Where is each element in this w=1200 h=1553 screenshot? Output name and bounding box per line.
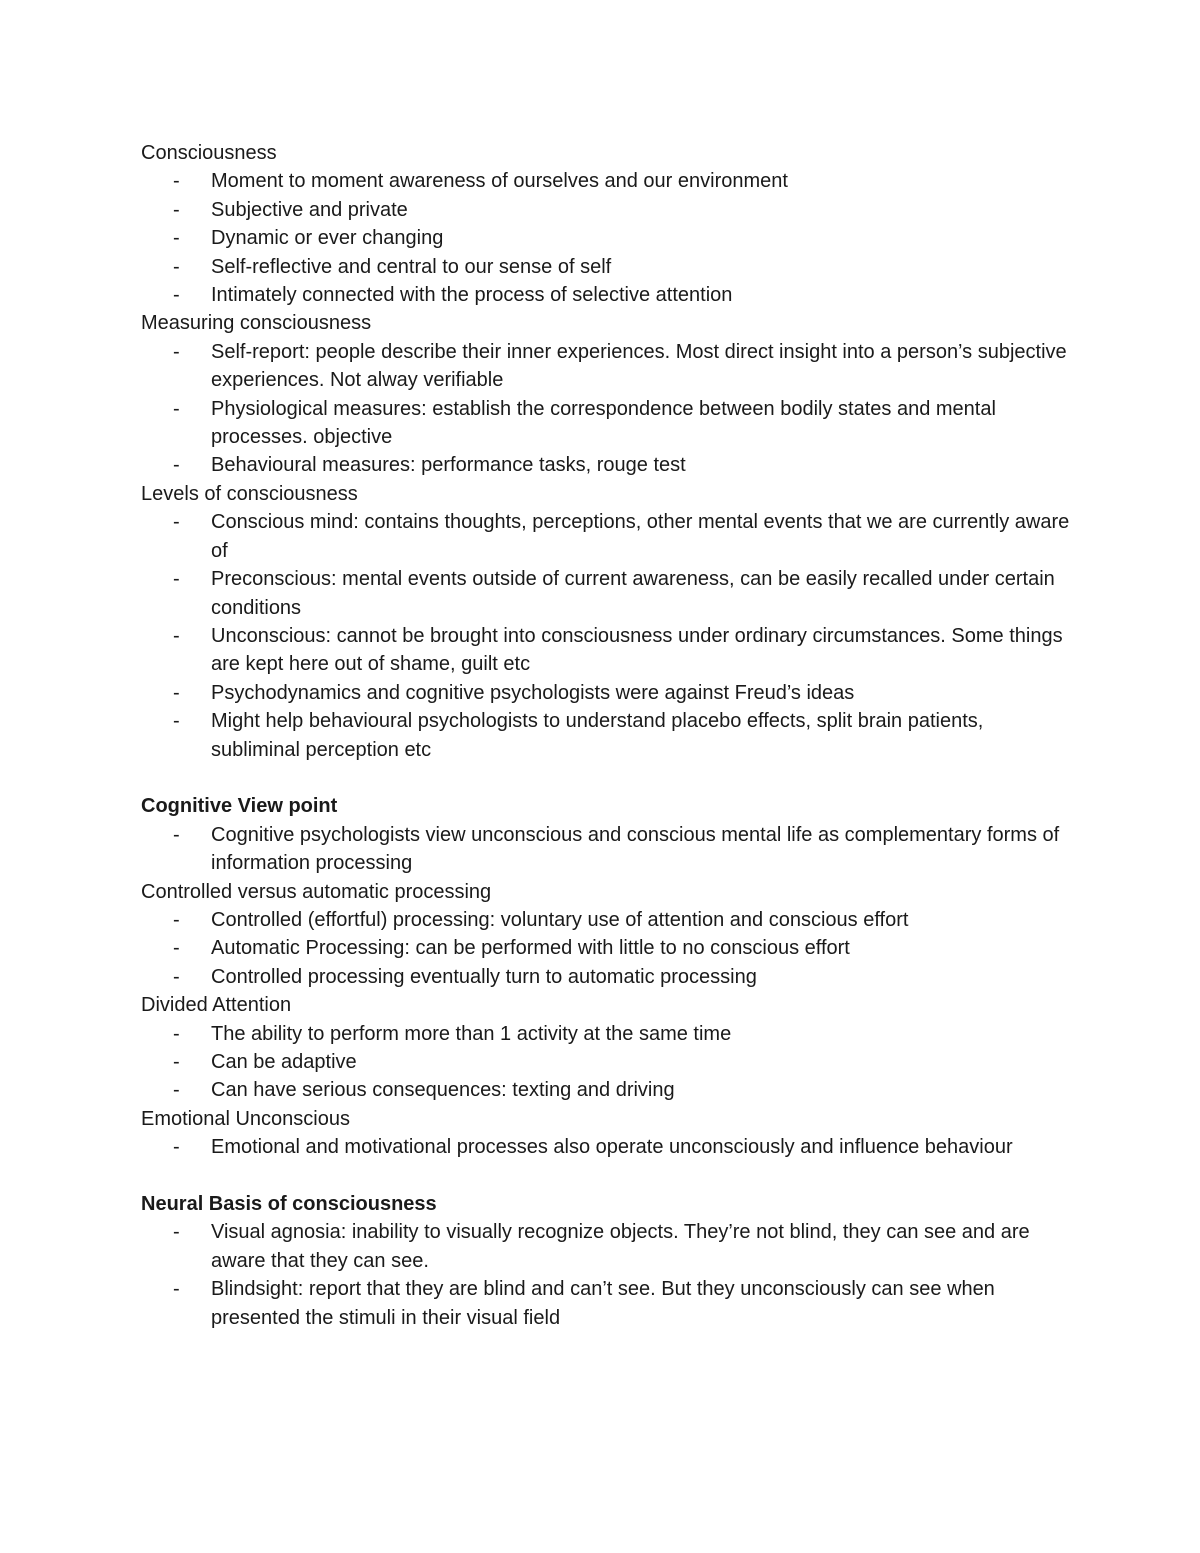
bullet-dash-icon: -	[173, 908, 180, 931]
bullet-item	[141, 196, 1071, 224]
bullet-text: Moment to moment awareness of ourselves and our environment	[211, 170, 788, 193]
bullet-item	[141, 338, 1071, 395]
section	[141, 139, 1071, 309]
bullet-text: Might help behavioural psychologists to understand placebo effects, split brain patients, subliminal perception etc	[211, 710, 984, 761]
bullet-dash-icon: -	[173, 454, 180, 477]
section-heading: Emotional Unconscious	[141, 1107, 350, 1130]
bullet-text: Physiological measures: establish the correspondence between bodily states and mental processes. objective	[211, 397, 996, 449]
bullet-text: Unconscious: cannot be brought into consciousness under ordinary circumstances. Some things are kept here out of shame, guilt etc	[211, 624, 1063, 676]
bullet-list	[141, 906, 1071, 991]
section	[141, 480, 1071, 764]
bullet-list	[141, 338, 1071, 480]
section	[141, 792, 1071, 877]
section	[141, 878, 1071, 992]
bullet-dash-icon: -	[173, 511, 180, 534]
bullet-dash-icon: -	[173, 1079, 180, 1102]
bullet-dash-icon: -	[173, 1221, 180, 1244]
section-heading: Levels of consciousness	[141, 482, 358, 505]
bullet-list	[141, 821, 1071, 878]
bullet-item	[141, 508, 1071, 565]
bullet-text: Automatic Processing: can be performed with little to no conscious effort	[211, 937, 850, 960]
bullet-item	[141, 1048, 1071, 1076]
bullet-item	[141, 1076, 1071, 1104]
bullet-text: Controlled (effortful) processing: voluntary use of attention and conscious effort	[211, 908, 909, 931]
bullet-item	[141, 281, 1071, 309]
bullet-item	[141, 1133, 1071, 1161]
bullet-item	[141, 622, 1071, 679]
bullet-text: Emotional and motivational processes also operate unconsciously and influence behaviour	[211, 1136, 1013, 1159]
bullet-dash-icon: -	[173, 397, 180, 420]
bullet-text: Subjective and private	[211, 198, 408, 221]
bullet-item	[141, 679, 1071, 707]
bullet-item	[141, 451, 1071, 479]
section-heading: Measuring consciousness	[141, 312, 372, 335]
bullet-item	[141, 565, 1071, 622]
section	[141, 1190, 1071, 1332]
section-heading: Consciousness	[141, 142, 277, 164]
bullet-item	[141, 821, 1071, 878]
bullet-dash-icon: -	[173, 1278, 180, 1301]
bullet-item	[141, 253, 1071, 281]
bullet-dash-icon: -	[173, 340, 180, 363]
bullet-list	[141, 1020, 1071, 1105]
bullet-dash-icon: -	[173, 624, 180, 647]
bullet-text: Conscious mind: contains thoughts, perceptions, other mental events that we are currently aware of	[211, 511, 1070, 562]
bullet-dash-icon: -	[173, 568, 180, 591]
bullet-dash-icon: -	[173, 681, 180, 704]
bullet-dash-icon: -	[173, 823, 180, 846]
section-heading: Cognitive View point	[141, 795, 338, 818]
bullet-text: Behavioural measures: performance tasks, rouge test	[211, 454, 686, 477]
bullet-item	[141, 934, 1071, 962]
bullet-text: Self-report: people describe their inner experiences. Most direct insight into a person’s subjective experiences. Not alway verifiable	[211, 340, 1067, 392]
section	[141, 991, 1071, 1105]
bullet-text: Can be adaptive	[211, 1050, 357, 1073]
bullet-dash-icon: -	[173, 227, 180, 250]
bullet-dash-icon: -	[173, 1022, 180, 1045]
bullet-text: Can have serious consequences: texting and driving	[211, 1079, 675, 1102]
bullet-dash-icon: -	[173, 710, 180, 733]
bullet-item	[141, 395, 1071, 452]
bullet-item	[141, 906, 1071, 934]
bullet-item	[141, 963, 1071, 991]
bullet-dash-icon: -	[173, 937, 180, 960]
section	[141, 309, 1071, 479]
bullet-item	[141, 1218, 1071, 1275]
bullet-text: Visual agnosia: inability to visually recognize objects. They’re not blind, they can see and are aware that they can see.	[211, 1221, 1030, 1272]
bullet-item	[141, 707, 1071, 764]
bullet-item	[141, 167, 1071, 195]
bullet-text: Dynamic or ever changing	[211, 227, 444, 250]
bullet-text: Cognitive psychologists view unconscious and conscious mental life as complementary forms of information processing	[211, 823, 1060, 875]
bullet-dash-icon: -	[173, 965, 180, 988]
section-heading: Neural Basis of consciousness	[141, 1193, 437, 1215]
bullet-list	[141, 1133, 1071, 1161]
bullet-text: The ability to perform more than 1 activity at the same time	[211, 1022, 732, 1045]
bullet-list	[141, 167, 1071, 309]
bullet-text: Psychodynamics and cognitive psychologists were against Freud’s ideas	[211, 681, 855, 704]
bullet-list	[141, 1218, 1071, 1332]
section-heading: Divided Attention	[141, 994, 292, 1017]
blank-line	[141, 1162, 1071, 1190]
blank-line	[141, 764, 1071, 792]
section	[141, 1105, 1071, 1162]
bullet-text: Preconscious: mental events outside of current awareness, can be easily recalled under certain conditions	[211, 568, 1055, 619]
bullet-dash-icon: -	[173, 284, 180, 307]
section-heading: Controlled versus automatic processing	[141, 880, 492, 903]
bullet-dash-icon: -	[173, 170, 180, 193]
bullet-text: Intimately connected with the process of selective attention	[211, 284, 733, 307]
bullet-item	[141, 1020, 1071, 1048]
document-page	[141, 139, 1071, 1332]
bullet-dash-icon: -	[173, 1136, 180, 1159]
bullet-item	[141, 1275, 1071, 1332]
bullet-dash-icon: -	[173, 255, 180, 278]
bullet-dash-icon: -	[173, 198, 180, 221]
bullet-text: Controlled processing eventually turn to automatic processing	[211, 965, 757, 988]
bullet-text: Self-reflective and central to our sense of self	[211, 255, 612, 278]
bullet-list	[141, 508, 1071, 764]
bullet-text: Blindsight: report that they are blind and can’t see. But they unconsciously can see when presented the stimuli in their visual field	[211, 1278, 995, 1329]
bullet-item	[141, 224, 1071, 252]
bullet-dash-icon: -	[173, 1050, 180, 1073]
